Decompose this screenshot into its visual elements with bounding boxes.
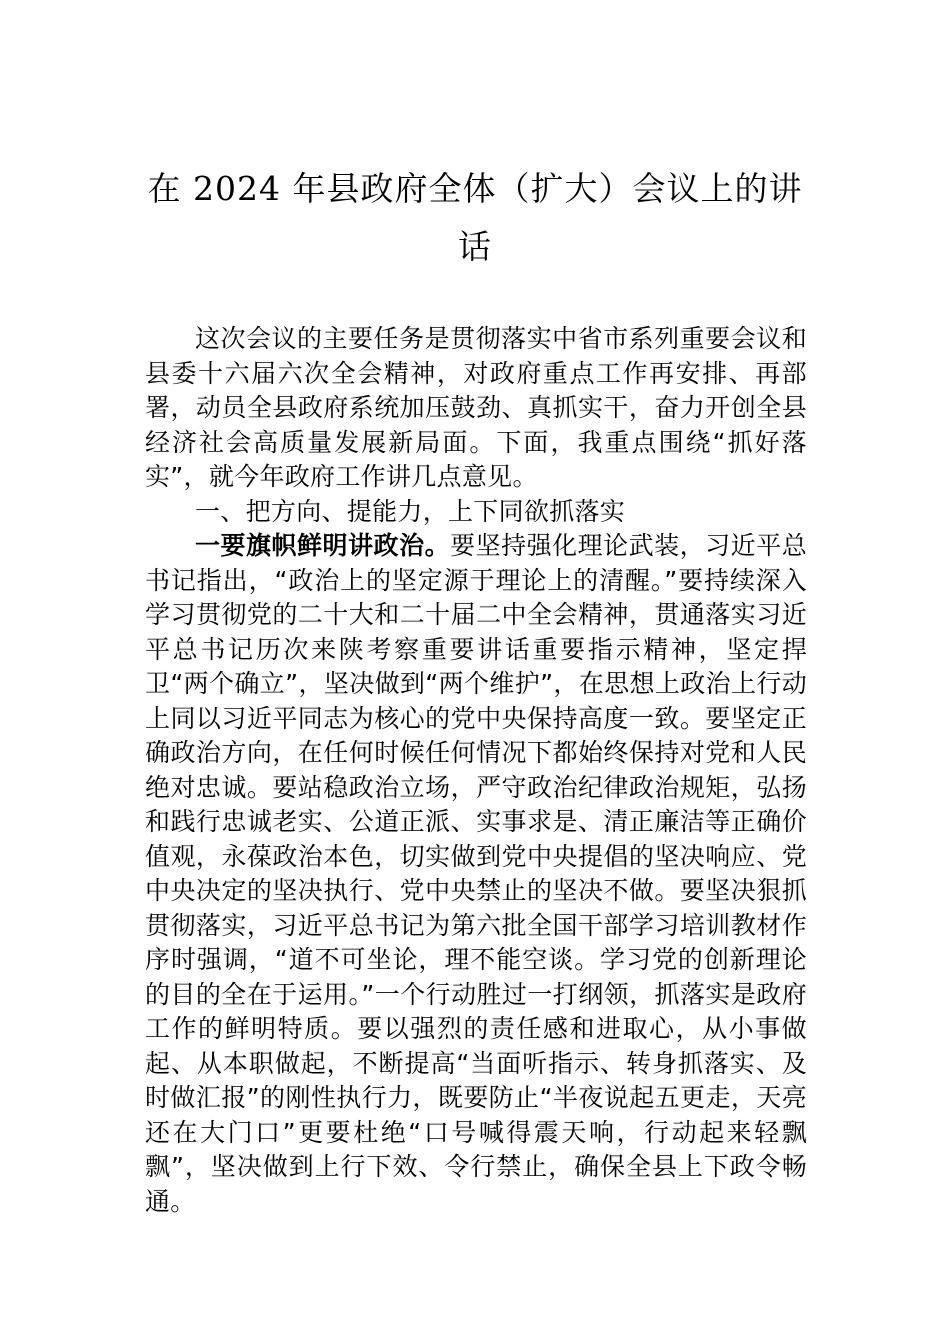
paragraph-text: 这次会议的主要任务是贯彻落实中省市系列重要会议和县委十六届六次全会精神，对政府重点工作再安排、再部署，动员全县政府系统加压鼓劲、真抓实干，奋力开创全县经济社会高质量发展新局面。下面，我重点围绕“抓好落实”，就今年政府工作讲几点意见。: [145, 324, 807, 491]
section-heading-text: 一、把方向、提能力，上下同欲抓落实: [195, 496, 626, 526]
document-body: [145, 322, 807, 1219]
document-title: 在 2024 年县政府全体（扩大）会议上的讲话: [147, 169, 803, 266]
section-heading-1: [145, 495, 807, 530]
paragraph-politics: [145, 529, 807, 1219]
paragraph-lead: 一要旗帜鲜明讲政治。: [195, 531, 451, 560]
paragraph-text: 要坚持强化理论武装，习近平总书记指出，“政治上的坚定源于理论上的清醒。”要持续深入学习贯彻党的二十大和二十届二中全会精神，贯通落实习近平总书记历次来陕考察重要讲话重要指示精神，坚定捍卫“两个确立”，坚决做到“两个维护”，在思想上政治上行动上同以习近平同志为核心的党中央保持高度一致。要坚定正确政治方向，在任何时候任何情况下都始终保持对党和人民绝对忠诚。要站稳政治立场，严守政治纪律政治规矩，弘扬和践行忠诚老实、公道正派、实事求是、清正廉洁等正确价值观，永葆政治本色，切实做到党中央提倡的坚决响应、党中央决定的坚决执行、党中央禁止的坚决不做。要坚决狠抓贯彻落实，习近平总书记为第六批全国干部学习培训教材作序时强调，“道不可坐论，理不能空谈。学习党的创新理论的目的全在于运用。”一个行动胜过一打纲领，抓落实是政府工作的鲜明特质。要以强烈的责任感和进取心，从小事做起、从本职做起，不断提高“当面听指示、转身抓落实、及时做汇报”的刚性执行力，既要防止“半夜说起五更走，天亮还在大门口”更要杜绝“口号喊得震天响，行动起来轻飘飘”，坚决做到上行下效、令行禁止，确保全县上下政令畅通。: [145, 531, 807, 1216]
paragraph-intro: [145, 322, 807, 495]
